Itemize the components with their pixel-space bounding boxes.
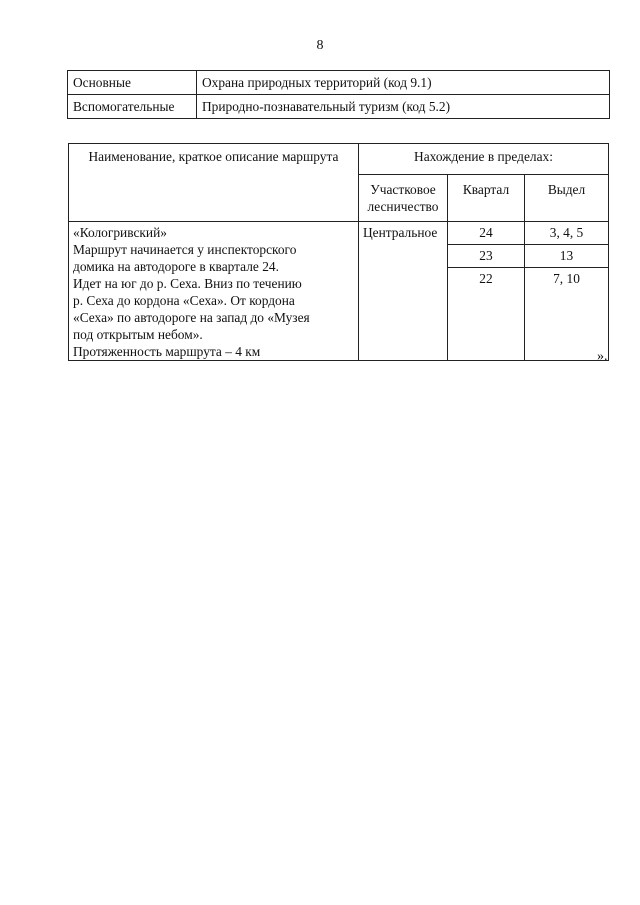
usage-type-value: Природно-познавательный туризм (код 5.2) [197, 95, 610, 119]
route-table [68, 143, 609, 361]
header-forestry: Участковое лесничество [359, 175, 448, 222]
section-value: 7, 10 [525, 267, 609, 360]
header-section: Выдел [525, 175, 609, 222]
usage-type-value: Охрана природных территорий (код 9.1) [197, 71, 610, 95]
usage-type-label: Вспомогательные [68, 95, 197, 119]
quarter-value: 22 [448, 267, 525, 360]
forestry-value: Центральное [359, 222, 448, 361]
page-number: 8 [316, 38, 324, 53]
route-description-line: Идет на юг до р. Сеха. Вниз по течению [73, 276, 302, 291]
usage-types-table [67, 70, 610, 119]
header-quarter: Квартал [448, 175, 525, 222]
quarter-value: 23 [448, 244, 525, 267]
route-description-line: р. Сеха до кордона «Сеха». От кордона [73, 293, 295, 308]
table-row [68, 71, 610, 95]
closing-quote-mark: ». [597, 349, 608, 364]
route-length: Протяженность маршрута – 4 км [73, 344, 261, 359]
header-location: Нахождение в пределах: [359, 144, 609, 175]
table-header-row [69, 144, 609, 175]
route-name: «Кологривский» [73, 225, 167, 240]
route-description-line: под открытым небом». [73, 327, 203, 342]
route-description-line: домика на автодороге в квартале 24. [73, 259, 279, 274]
route-description-cell [69, 222, 359, 361]
section-value: 3, 4, 5 [525, 222, 609, 245]
table-row [68, 95, 610, 119]
route-description-line: «Сеха» по автодороге на запад до «Музея [73, 310, 310, 325]
header-route-name: Наименование, краткое описание маршрута [69, 144, 359, 222]
section-value: 13 [525, 244, 609, 267]
route-description-line: Маршрут начинается у инспекторского [73, 242, 297, 257]
usage-type-label: Основные [68, 71, 197, 95]
table-row [69, 222, 609, 245]
quarter-value: 24 [448, 222, 525, 245]
